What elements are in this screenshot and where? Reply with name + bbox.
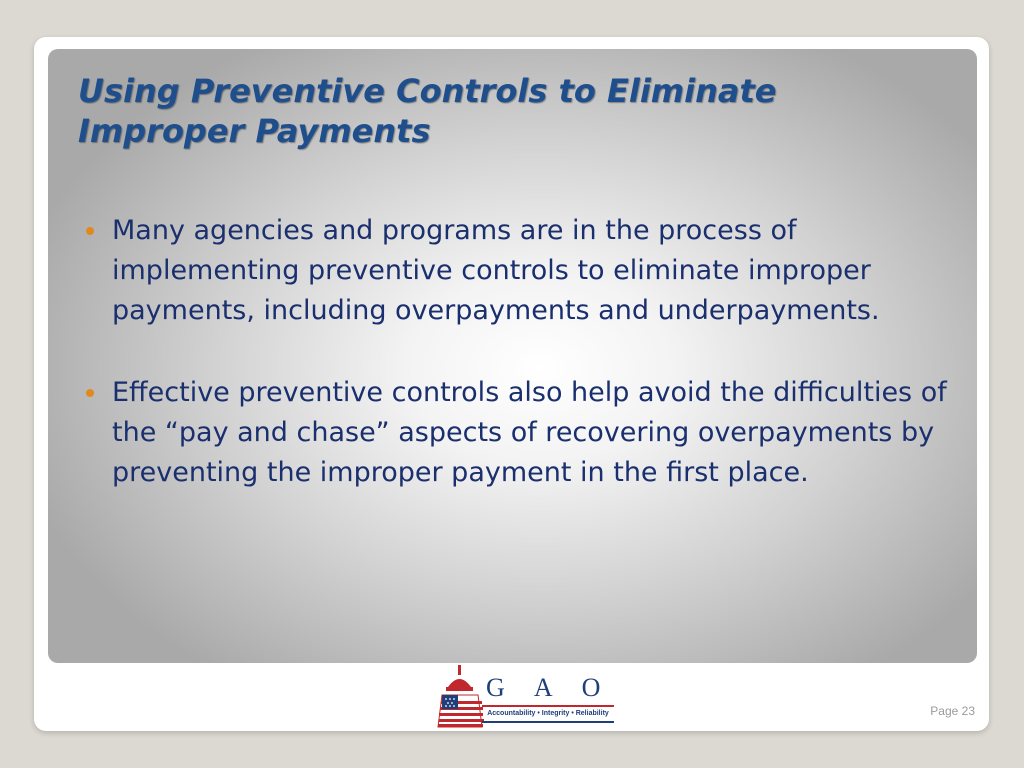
slide-title-line-1: Using Preventive Controls to Eliminate: [78, 72, 777, 110]
page-number: Page 23: [930, 704, 975, 718]
bullet-item: [78, 373, 963, 493]
gao-letters: G A O: [486, 673, 613, 702]
bullet-dot-icon: [86, 389, 94, 397]
bullet-item: [78, 211, 963, 331]
gao-logo: [434, 665, 619, 729]
bullet-text: Effective preventive controls also help avoid the difficulties of the “pay and chase” aspects of recovering overpayments by preventing the improper payment in the first place.: [112, 377, 947, 488]
gao-tagline: Accountability • Integrity • Reliability: [482, 705, 614, 723]
slide-title: [78, 71, 958, 151]
bullet-dot-icon: [86, 227, 94, 235]
bullet-text: Many agencies and programs are in the process of implementing preventive controls to eliminate improper payments, including overpayments and underpayments.: [112, 215, 880, 326]
bullet-list: [78, 211, 963, 535]
content-panel: [48, 49, 977, 663]
capitol-flag-icon: [434, 665, 486, 729]
slide: [34, 37, 989, 731]
slide-title-line-2: Improper Payments: [78, 112, 431, 150]
